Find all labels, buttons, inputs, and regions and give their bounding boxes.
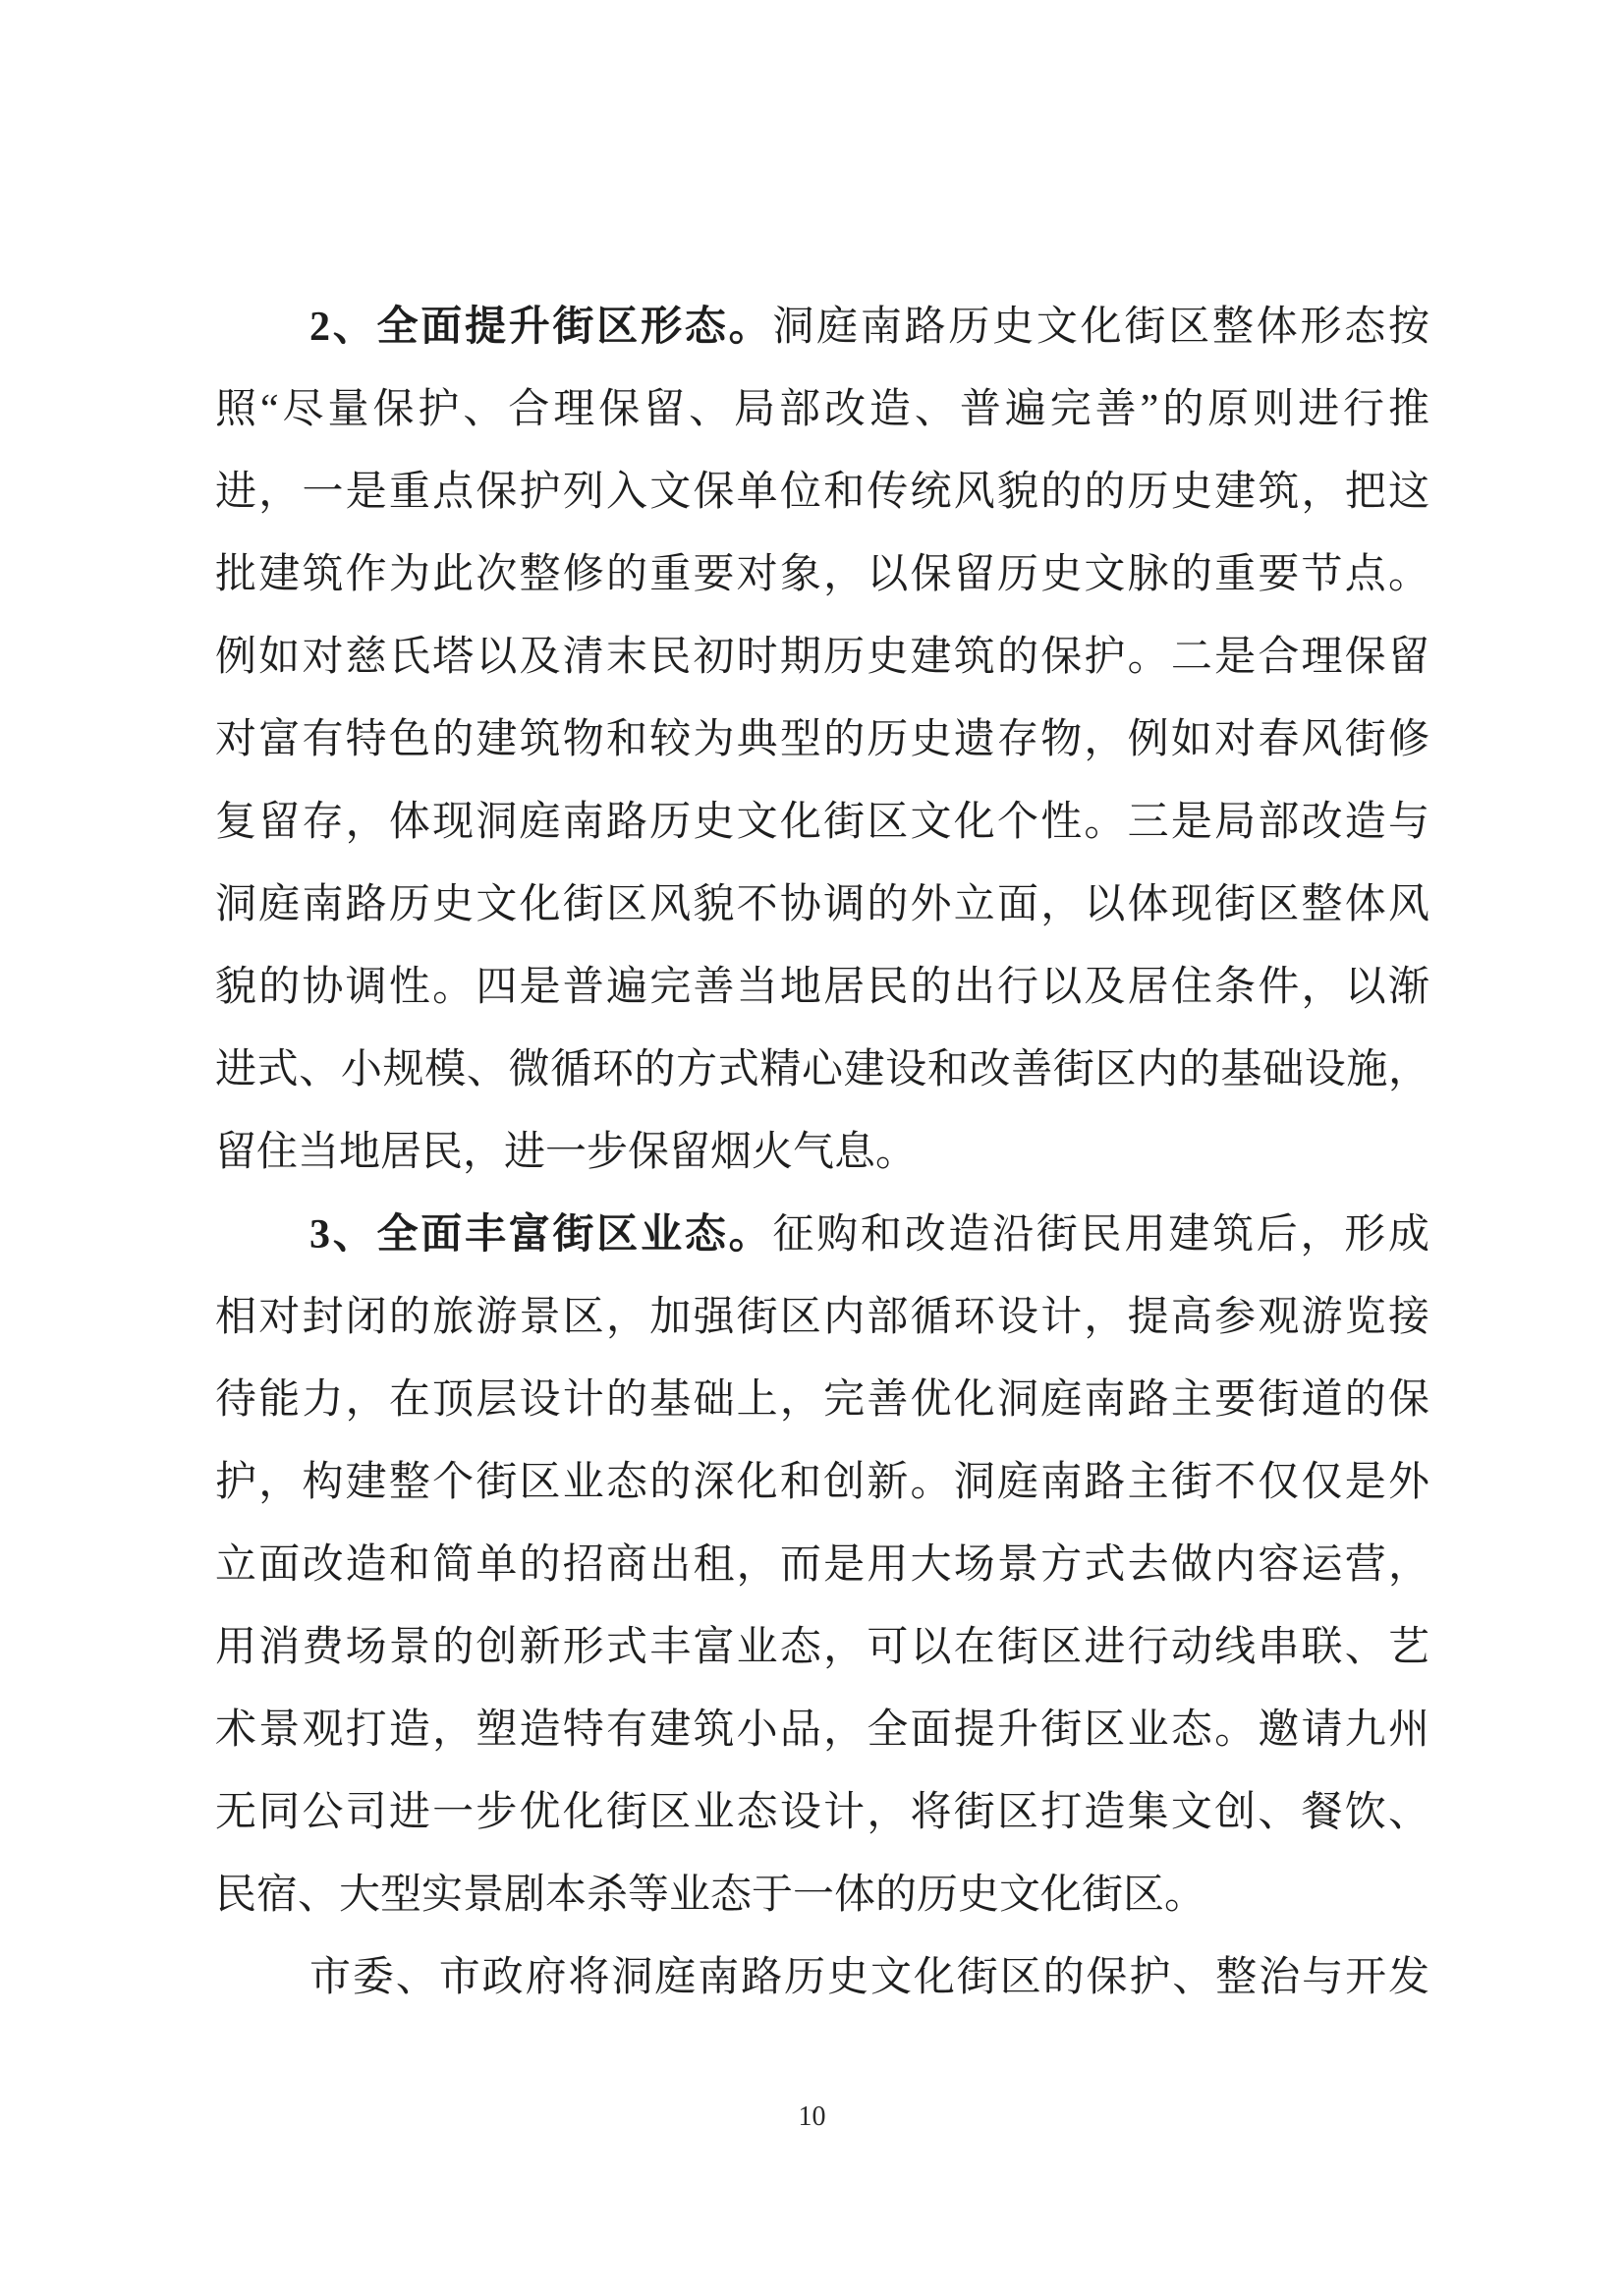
- text-line: 用消费场景的创新形式丰富业态，可以在街区进行动线串联、艺: [215, 1625, 1429, 1670]
- paragraph-2-line-1: [215, 286, 1429, 368]
- text-line: 民宿、大型实景剧本杀等业态于一体的历史文化街区。: [215, 1873, 1206, 1918]
- text-line: 无同公司进一步优化街区业态设计，将街区打造集文创、餐饮、: [215, 1790, 1429, 1835]
- text-line: 立面改造和简单的招商出租，而是用大场景方式去做内容运营，: [215, 1542, 1429, 1588]
- paragraph-4-line-1: 市委、市政府将洞庭南路历史文化街区的保护、整治与开发: [309, 1955, 1429, 2000]
- text-line: 对富有特色的建筑物和较为典型的历史遗存物，例如对春风街修: [215, 717, 1429, 762]
- section-3-opening-text: 征购和改造沿街民用建筑后，形成: [772, 1212, 1429, 1258]
- section-2-heading: 2、全面提升街区形态。: [309, 305, 773, 350]
- text-line: 貌的协调性。四是普遍完善当地居民的出行以及居住条件，以渐: [215, 965, 1429, 1010]
- text-line: 相对封闭的旅游景区，加强街区内部循环设计，提高参观游览接: [215, 1295, 1429, 1340]
- section-2-opening-text: 洞庭南路历史文化街区整体形态按: [772, 305, 1429, 350]
- text-line: 洞庭南路历史文化街区风貌不协调的外立面，以体现街区整体风: [215, 882, 1429, 927]
- text-line: 进，一是重点保护列入文保单位和传统风貌的的历史建筑，把这: [215, 470, 1429, 515]
- page-number: 10: [798, 2101, 826, 2132]
- text-line: 进式、小规模、微循环的方式精心建设和改善街区内的基础设施，: [215, 1047, 1429, 1092]
- text-line: 术景观打造，塑造特有建筑小品，全面提升街区业态。邀请九州: [215, 1707, 1429, 1753]
- text-line: 待能力，在顶层设计的基础上，完善优化洞庭南路主要街道的保: [215, 1377, 1429, 1423]
- section-3-heading: 3、全面丰富街区业态。: [309, 1212, 773, 1258]
- document-body: [215, 286, 1429, 2019]
- text-line: 护，构建整个街区业态的深化和创新。洞庭南路主街不仅仅是外: [215, 1460, 1429, 1505]
- text-line: 例如对慈氏塔以及清末民初时期历史建筑的保护。二是合理保留: [215, 635, 1429, 680]
- paragraph-3-line-1: [215, 1194, 1429, 1276]
- text-line: 批建筑作为此次整修的重要对象，以保留历史文脉的重要节点。: [215, 552, 1429, 597]
- text-line: 照“尽量保护、合理保留、局部改造、普遍完善”的原则进行推: [215, 387, 1429, 432]
- text-line: 复留存，体现洞庭南路历史文化街区文化个性。三是局部改造与: [215, 800, 1429, 845]
- text-line: 留住当地居民，进一步保留烟火气息。: [215, 1130, 918, 1175]
